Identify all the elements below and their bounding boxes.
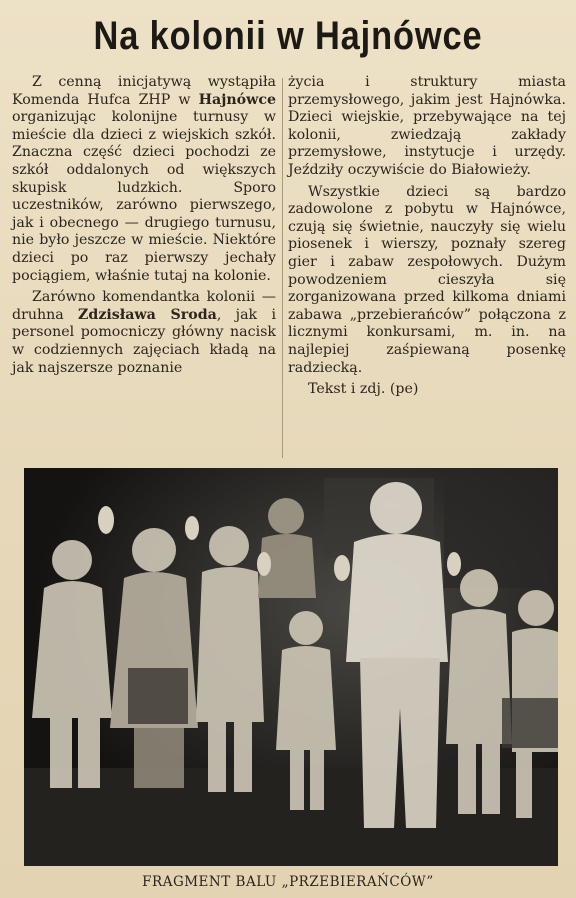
right-paragraph-2: Wszystkie dzieci są bardzo zadowolone z pobytu w Hajnówce, czują się świetnie, nauczyły się wielu piosenek i wierszy, poznały szereg gier i zabaw zespołowych. Dużym powodzeniem cieszyła się zorganizowana przed kilkoma dniami zabawa „przebierańców” połączona z licznymi konkursami, m. in. na najlepiej zaśpiewaną posenkę radziecką. bbox=[288, 183, 566, 376]
photo-caption: FRAGMENT BALU „PRZEBIERAŃCÓW” bbox=[142, 874, 434, 890]
person-name-bold: Zdzisława Sroda bbox=[78, 306, 217, 323]
right-paragraph-1: życia i struktury miasta przemysłowego, jakim jest Hajnówka. Dzieci wiejskie, przebywające na tej kolonii, zwiedzają zakłady przemysłowe, instytucje i urzędy. Jeździły oczywiście do Białowieży. bbox=[288, 74, 566, 178]
headline: Na kolonii w Hajnówce bbox=[93, 14, 483, 58]
text-run: organizując kolonijne turnusy w mieście dla dzieci z wiejskich szkół. Znaczna część dzieci pochodzi ze szkół oddalonych od większych skupisk ludzkich. Sporo uczestników, zarówno pierwszego, jak i obecnego — drugiego turnusu, nie było jeszcze w mieście. Niektóre dzieci po raz pierwszy jechały pociągiem, właśnie tutaj na kolonie. bbox=[12, 109, 276, 284]
text-run: , jak i personel pomocniczy główny nacisk w codziennych zajęciach kładą na jak najszersze poznanie bbox=[12, 306, 276, 376]
text-run: Z cenną inicjatywą wystąpiła Komenda Hufca ZHP w bbox=[12, 74, 276, 108]
article-photo bbox=[24, 468, 558, 866]
place-name-bold: Hajnówce bbox=[198, 91, 276, 108]
left-column bbox=[12, 74, 276, 377]
text-run: Zarówno komendantka kolonii — druhna bbox=[12, 289, 276, 323]
left-paragraph-2 bbox=[12, 289, 276, 377]
left-paragraph-1 bbox=[12, 74, 276, 285]
column-divider bbox=[282, 78, 283, 458]
photo-illustration bbox=[24, 468, 558, 866]
byline: Tekst i zdj. (pe) bbox=[308, 381, 419, 398]
right-column bbox=[288, 74, 566, 399]
